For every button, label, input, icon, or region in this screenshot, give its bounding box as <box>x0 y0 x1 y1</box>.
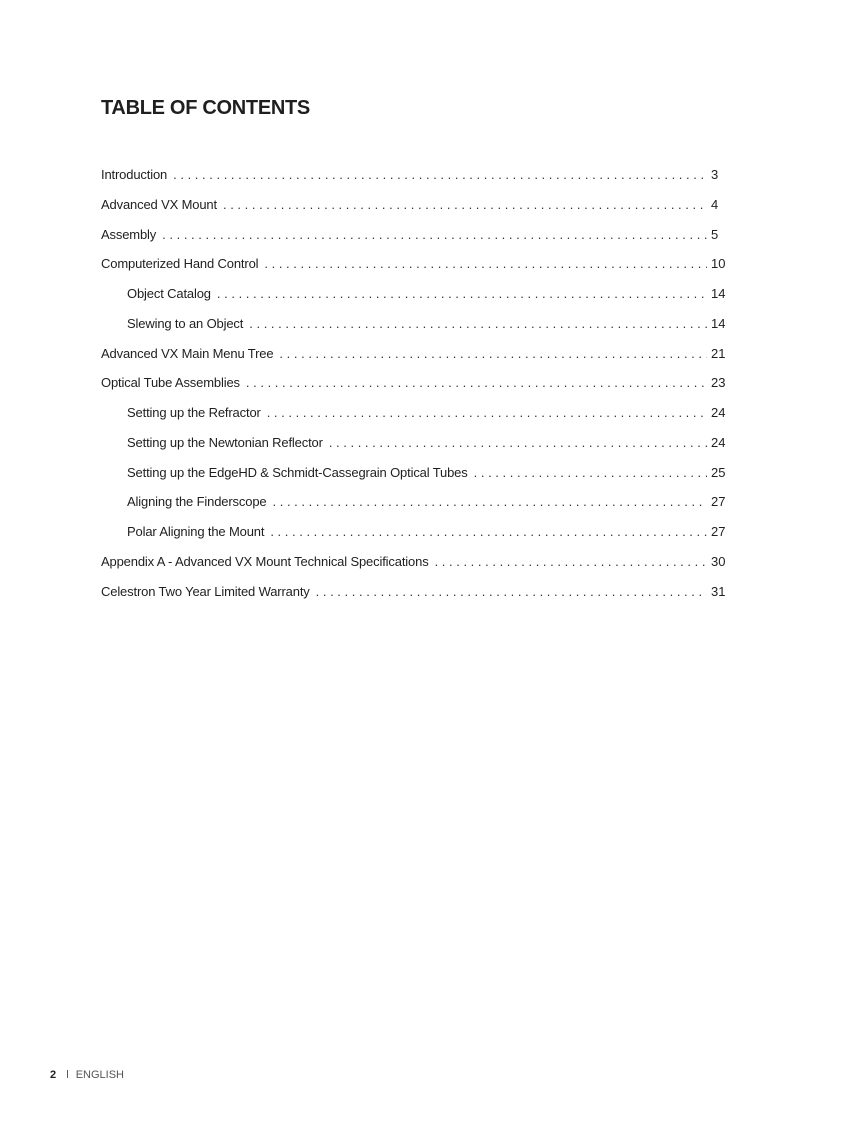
toc-entry-page[interactable]: 30 <box>711 553 726 569</box>
toc-entry-label[interactable]: Setting up the Refractor <box>127 405 261 420</box>
toc-entry-appendix-a[interactable] <box>101 547 729 577</box>
toc-entry-label[interactable]: Appendix A - Advanced VX Mount Technical Specifications <box>101 553 429 569</box>
toc-entry-label[interactable]: Advanced VX Mount <box>101 196 217 212</box>
toc-entry-page[interactable]: 5 <box>711 226 719 242</box>
toc-entry-label[interactable]: Computerized Hand Control <box>101 256 259 272</box>
toc-entry-label[interactable]: Celestron Two Year Limited Warranty <box>101 583 310 599</box>
toc-entry-label[interactable]: Setting up the EdgeHD & Schmidt-Cassegrain Optical Tubes <box>127 464 468 480</box>
table-of-contents <box>101 160 729 606</box>
toc-dot-leader <box>279 339 707 369</box>
toc-entry-advanced-vx-mount[interactable] <box>101 190 729 220</box>
toc-entry-page[interactable]: 27 <box>711 494 726 510</box>
toc-entry-aligning-finderscope[interactable] <box>101 487 729 517</box>
toc-entry-label[interactable]: Slewing to an Object <box>127 315 244 331</box>
toc-dot-leader <box>329 428 707 458</box>
toc-entry-page[interactable]: 10 <box>711 256 726 272</box>
toc-dot-leader <box>316 577 707 607</box>
toc-entry-page[interactable]: 24 <box>711 434 726 450</box>
toc-entry-page[interactable]: 14 <box>711 315 726 331</box>
toc-dot-leader <box>270 517 707 547</box>
footer-page-number: 2 <box>50 1069 57 1081</box>
toc-entry-optical-tube-assemblies[interactable] <box>101 368 729 398</box>
toc-entry-computerized-hand-control[interactable] <box>101 249 729 279</box>
toc-entry-label[interactable]: Aligning the Finderscope <box>127 494 267 510</box>
footer-language: ENGLISH <box>75 1069 124 1081</box>
toc-entry-setting-up-refractor[interactable] <box>101 398 729 428</box>
toc-dot-leader <box>267 398 707 428</box>
toc-entry-warranty[interactable] <box>101 577 729 607</box>
toc-entry-label[interactable]: Assembly <box>101 226 157 242</box>
toc-dot-leader <box>246 368 707 398</box>
toc-entry-label[interactable]: Introduction <box>101 167 168 182</box>
toc-dot-leader <box>162 220 707 250</box>
toc-entry-assembly[interactable] <box>101 220 729 250</box>
toc-entry-label[interactable]: Optical Tube Assemblies <box>101 375 240 391</box>
toc-entry-setting-up-edgehd-sct[interactable] <box>101 458 729 488</box>
toc-entry-main-menu-tree[interactable] <box>101 339 729 369</box>
toc-entry-object-catalog[interactable] <box>101 279 729 309</box>
toc-dot-leader <box>217 279 707 309</box>
toc-entry-page[interactable]: 24 <box>711 405 726 420</box>
toc-entry-label[interactable]: Object Catalog <box>127 286 211 301</box>
toc-entry-label[interactable]: Polar Aligning the Mount <box>127 524 265 539</box>
page-title: TABLE OF CONTENTS <box>101 97 310 119</box>
toc-entry-page[interactable]: 4 <box>711 196 719 212</box>
toc-entry-polar-aligning-mount[interactable] <box>101 517 729 547</box>
toc-entry-page[interactable]: 3 <box>711 167 719 182</box>
toc-entry-page[interactable]: 31 <box>711 583 726 599</box>
toc-entry-setting-up-newtonian-reflector[interactable] <box>101 428 729 458</box>
toc-entry-label[interactable]: Setting up the Newtonian Reflector <box>127 434 323 450</box>
toc-entry-page[interactable]: 14 <box>711 286 726 301</box>
toc-entry-introduction[interactable] <box>101 160 729 190</box>
toc-dot-leader <box>249 309 707 339</box>
toc-dot-leader <box>435 547 707 577</box>
toc-entry-page[interactable]: 27 <box>711 524 726 539</box>
toc-entry-page[interactable]: 23 <box>711 375 726 391</box>
toc-dot-leader <box>273 487 708 517</box>
footer-separator: l <box>66 1069 69 1081</box>
toc-entry-page[interactable]: 25 <box>711 464 726 480</box>
page-footer <box>50 1069 124 1081</box>
toc-entry-label[interactable]: Advanced VX Main Menu Tree <box>101 345 274 361</box>
toc-entry-slewing-to-an-object[interactable] <box>101 309 729 339</box>
toc-dot-leader <box>474 458 707 488</box>
toc-entry-page[interactable]: 21 <box>711 345 726 361</box>
toc-dot-leader <box>173 160 707 190</box>
toc-dot-leader <box>223 190 707 220</box>
toc-dot-leader <box>264 249 707 279</box>
